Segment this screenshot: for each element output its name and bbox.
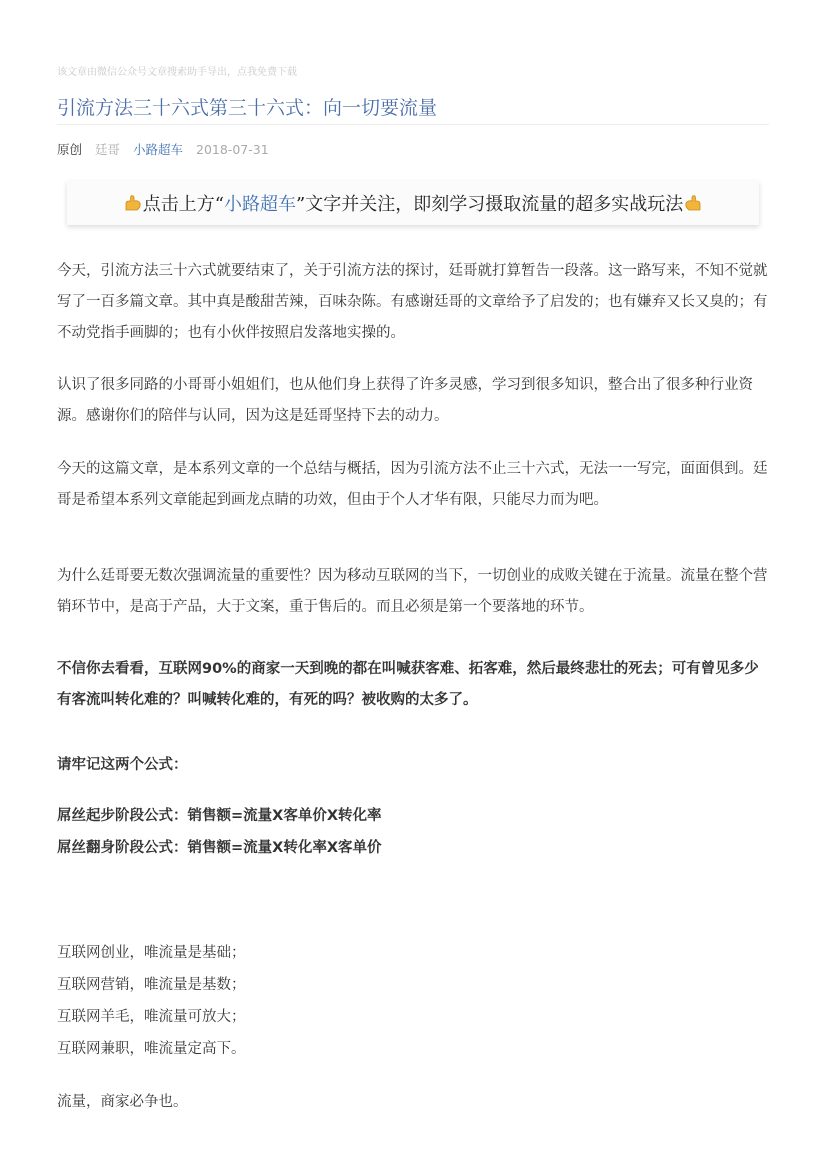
paragraph-why-traffic: 为什么廷哥要无数次强调流量的重要性？因为移动互联网的当下，一切创业的成败关键在于流量。流量在整个营销环节中，是高于产品，大于文案，重于售后的。而且必须是第一个要落地的环节。 [57, 568, 768, 615]
account-link[interactable]: 小路超车 [133, 142, 184, 157]
list-item: 互联网营销，唯流量是基数； [57, 977, 246, 993]
banner-account-link[interactable]: 小路超车 [224, 194, 296, 215]
follow-banner[interactable] [67, 181, 759, 225]
title-divider [57, 124, 769, 125]
publish-date: 2018-07-31 [196, 142, 269, 157]
closing-line: 流量，商家必争也。 [57, 1094, 188, 1110]
paragraph-summary: 今天的这篇文章，是本系列文章的一个总结与概括，因为引流方法不止三十六式，无法一一写完，面面俱到。廷哥是希望本系列文章能起到画龙点睛的功效，但由于个人才华有限，只能尽力而为吧。 [57, 461, 768, 508]
flexed-biceps-icon [683, 193, 703, 213]
paragraph-intro: 今天，引流方法三十六式就要结束了，关于引流方法的探讨，廷哥就打算暂告一段落。这一路写来，不知不觉就写了一百多篇文章。其中真是酸甜苦辣，百味杂陈。有感谢廷哥的文章给予了启发的；也有嫌弃又长又臭的；有不动党指手画脚的；也有小伙伴按照启发落地实操的。 [57, 263, 768, 341]
banner-suffix: ”文字并关注，即刻学习摄取流量的超多实战玩法 [296, 194, 684, 215]
list-item: 互联网兼职，唯流量定高下。 [57, 1041, 246, 1057]
original-label: 原创 [57, 142, 83, 157]
list-item: 互联网创业，唯流量是基础； [57, 945, 246, 961]
export-note-link[interactable]: 该文章由微信公众号文章搜索助手导出，点我免费下载 [57, 67, 297, 78]
formula-advanced: 屌丝翻身阶段公式：销售额=流量X转化率X客单价 [57, 840, 382, 856]
list-item: 互联网羊毛，唯流量可放大； [57, 1009, 246, 1025]
article-meta [57, 140, 278, 158]
author-name: 廷哥 [95, 142, 121, 157]
flexed-biceps-icon [123, 193, 143, 213]
formula-heading: 请牢记这两个公式： [57, 757, 188, 773]
article-title: 引流方法三十六式第三十六式：向一切要流量 [57, 97, 438, 119]
paragraph-emphasis: 不信你去看看，互联网90%的商家一天到晚的都在叫喊获客难、拓客难，然后最终悲壮的死去；可有曾见多少有客流叫转化难的？叫喊转化难的，有死的吗？被收购的太多了。 [57, 661, 759, 708]
paragraph-thanks: 认识了很多同路的小哥哥小姐姐们，也从他们身上获得了许多灵感，学习到很多知识，整合出了很多种行业资源。感谢你们的陪伴与认同，因为这是廷哥坚持下去的动力。 [57, 377, 753, 424]
formula-starter: 屌丝起步阶段公式：销售额=流量X客单价X转化率 [57, 808, 382, 824]
banner-prefix: 点击上方“ [142, 194, 224, 215]
